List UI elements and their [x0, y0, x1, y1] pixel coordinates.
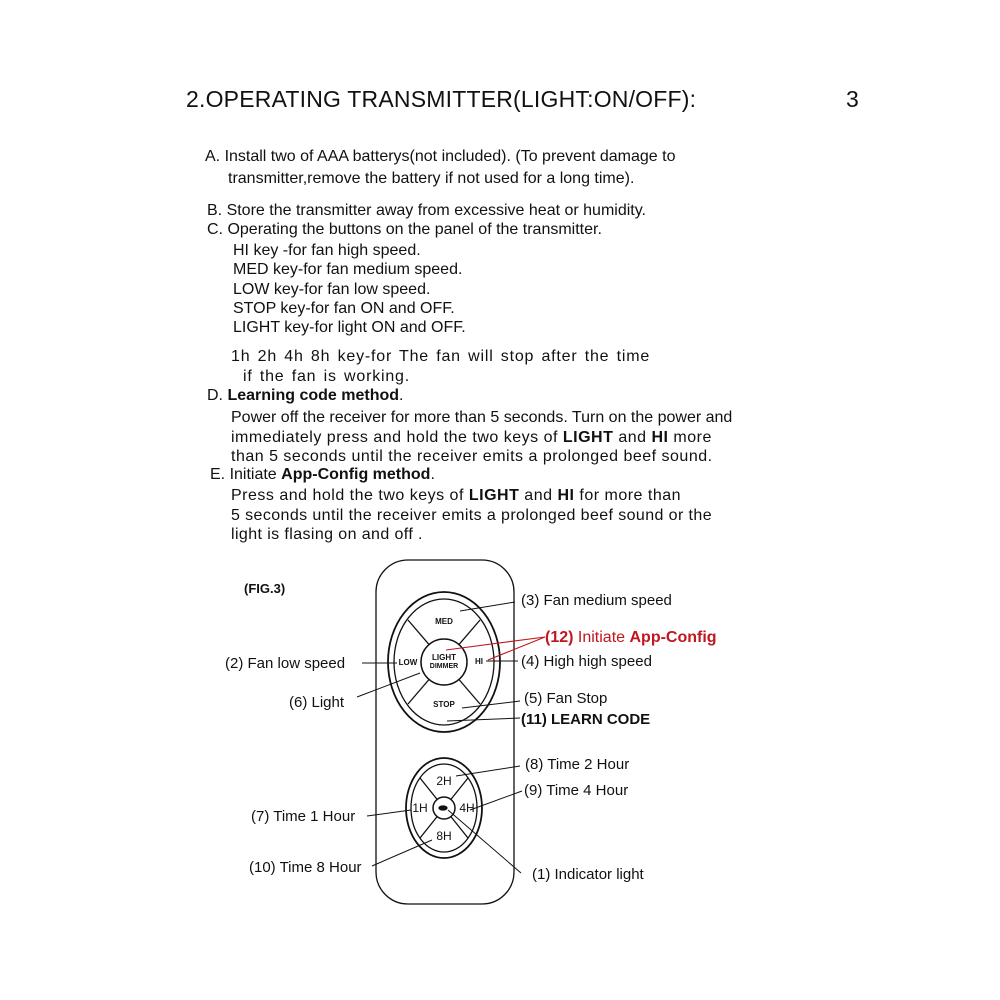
c12-num: (12) [545, 629, 578, 646]
callout-9: (9) Time 4 Hour [524, 782, 629, 799]
item-a-line2: transmitter,remove the battery if not used for a long time). [228, 170, 635, 187]
1h-button: 1H [412, 801, 428, 815]
d-prefix: D. [207, 387, 228, 404]
hi-button: HI [475, 657, 483, 666]
e-suffix: . [430, 466, 435, 483]
callout-11: (11) LEARN CODE [521, 711, 651, 728]
callout-7: (7) Time 1 Hour [251, 808, 356, 825]
4h-button: 4H [459, 801, 475, 815]
callout-1: (1) Indicator light [532, 866, 644, 883]
e-l1e: for more than [574, 487, 682, 504]
d-l2e: more [668, 429, 712, 446]
figure-label: (FIG.3) [244, 581, 286, 596]
e-line2: 5 seconds until the receiver emits a prolonged beef sound or the [231, 507, 712, 524]
page-number: 3 [846, 86, 859, 112]
callout-3: (3) Fan medium speed [521, 592, 672, 609]
callout-6: (6) Light [289, 694, 345, 711]
timer-line1: 1h 2h 4h 8h key-for The fan will stop after the time [231, 348, 651, 365]
stop-button: STOP [433, 700, 455, 709]
e-l1a: Press and hold the two keys of [231, 487, 469, 504]
d-l2d: HI [651, 429, 669, 446]
callout-12 [545, 629, 717, 646]
dimmer-label: DIMMER [429, 663, 459, 670]
low-button: LOW [398, 658, 418, 667]
c12-bold: App-Config [629, 629, 717, 646]
d-line1: Power off the receiver for more than 5 seconds. Turn on the power and [231, 409, 733, 426]
e-l1c: and [519, 487, 558, 504]
d-l2c: and [613, 429, 652, 446]
e-bold: App-Config method [281, 466, 431, 483]
d-line3: than 5 seconds until the receiver emits a prolonged beef sound. [231, 448, 713, 465]
e-l1d: HI [557, 487, 575, 504]
key-stop: STOP key-for fan ON and OFF. [233, 300, 455, 317]
key-low: LOW key-for fan low speed. [233, 281, 431, 298]
light-dimmer-button [421, 639, 467, 685]
d-l2a: immediately press and hold the two keys of [231, 429, 563, 446]
d-l2b: LIGHT [562, 429, 614, 446]
key-hi: HI key -for fan high speed. [233, 242, 421, 259]
item-c-heading: C. Operating the buttons on the panel of the transmitter. [207, 221, 602, 238]
callout-4: (4) High high speed [521, 653, 652, 670]
d-bold: Learning code method [227, 387, 400, 404]
e-l1b: LIGHT [468, 487, 520, 504]
callout-5: (5) Fan Stop [524, 690, 608, 707]
e-line3: light is flasing on and off . [231, 526, 423, 543]
2h-button: 2H [436, 774, 452, 788]
8h-button: 8H [436, 829, 452, 843]
callout-10: (10) Time 8 Hour [249, 859, 362, 876]
light-label: LIGHT [432, 653, 456, 662]
item-b: B. Store the transmitter away from excessive heat or humidity. [207, 202, 646, 219]
c12-text: Initiate [577, 629, 630, 646]
callout-2: (2) Fan low speed [225, 655, 346, 672]
timer-line2: if the fan is working. [243, 368, 410, 385]
callout-8: (8) Time 2 Hour [525, 756, 630, 773]
key-med: MED key-for fan medium speed. [233, 261, 463, 278]
section-title: 2.OPERATING TRANSMITTER(LIGHT:ON/OFF): [186, 86, 697, 112]
key-light: LIGHT key-for light ON and OFF. [233, 319, 466, 336]
item-a-line1: A. Install two of AAA batterys(not included). (To prevent damage to [205, 148, 676, 165]
d-suffix: . [399, 387, 404, 404]
med-button: MED [435, 617, 453, 626]
e-prefix: E. Initiate [210, 466, 282, 483]
